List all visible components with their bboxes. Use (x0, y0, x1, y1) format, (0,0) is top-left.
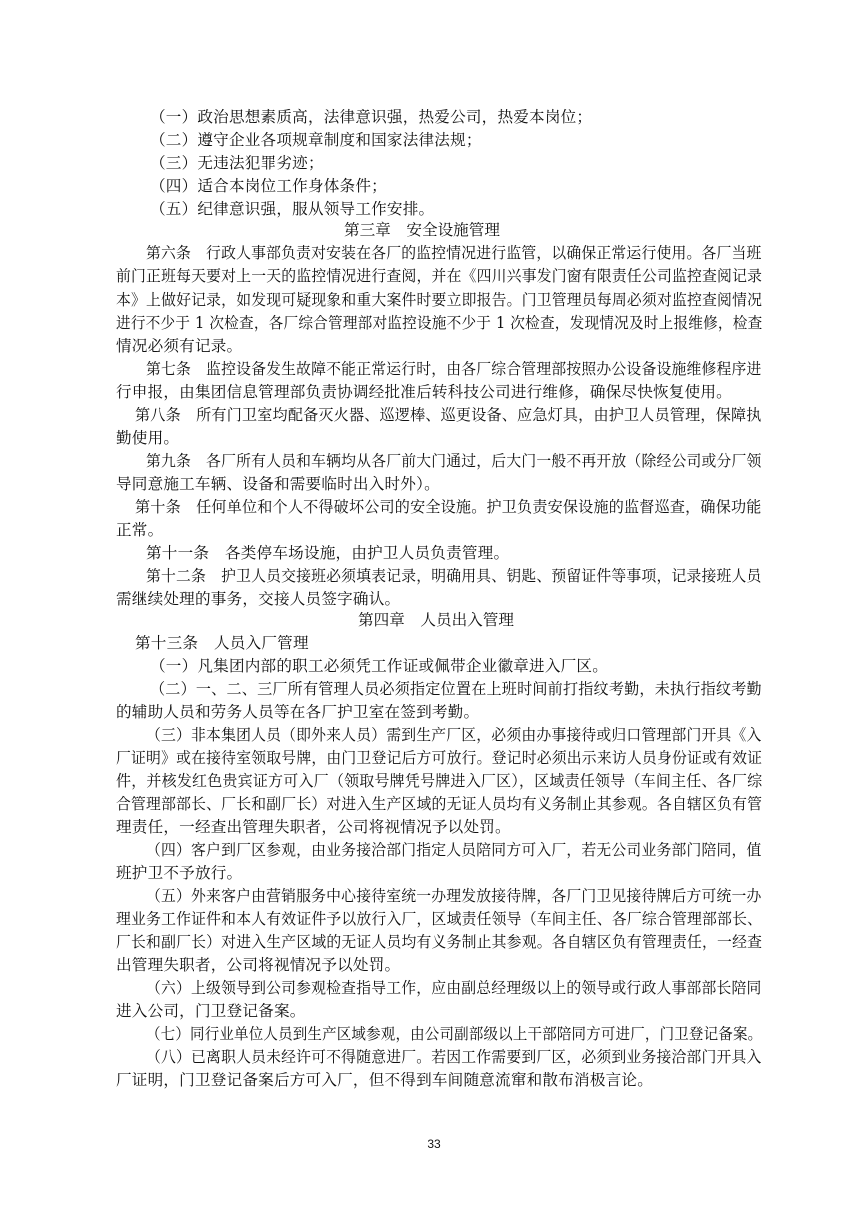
text-line: （五）纪律意识强，服从领导工作安排。 (150, 200, 435, 218)
text-line: 的辅助人员和劳务人员等在各厂护卫室在签到考勤。 (116, 703, 480, 721)
text-line: 需继续处理的事务，交接人员签字确认。 (116, 590, 401, 608)
text-line: 第六条 行政人事部负责对安装在各厂的监控情况进行监管，以确保正常运行使用。各厂当班 (146, 244, 762, 262)
text-line: 情况必须有记录。 (116, 337, 243, 355)
text-line: （五）外来客户由营销服务中心接待室统一办理发放接待牌，各厂门卫见接待牌后方可统一办 (146, 887, 762, 905)
chapter-heading: 第三章 安全设施管理 (344, 221, 500, 239)
page-number: 33 (427, 1137, 441, 1151)
text-line: 理业务工作证件和本人有效证件予以放行入厂，区域责任领导（车间主任、各厂综合管理部部长、 (116, 910, 763, 928)
text-line: 理责任，一经查出管理失职者，公司将视情况予以处罚。 (116, 818, 511, 836)
text-line: （七）同行业单位人员到生产区域参观，由公司副部级以上干部陪同方可进厂，门卫登记备案。 (146, 1025, 763, 1043)
text-line: （三）无违法犯罪劣迹； (150, 154, 324, 172)
text-line: （二）遵守企业各项规章制度和国家法律法规； (150, 131, 482, 149)
text-line: （二）一、二、三厂所有管理人员必须指定位置在上班时间前打指纹考勤，未执行指纹考勤 (150, 680, 762, 698)
text-line: 厂长和副厂长）对进入生产区域的无证人员均有义务制止其参观。各自辖区负有管理责任，一经查 (116, 933, 763, 951)
text-line: 前门正班每天要对上一天的监控情况进行查阅，并在《四川兴事发门窗有限责任公司监控查阅记录 (116, 267, 763, 285)
text-line: 出管理失职者，公司将视情况予以处罚。 (116, 956, 401, 974)
text-line: 第十三条 人员入厂管理 (135, 634, 309, 652)
text-line: 班护卫不予放行。 (116, 864, 243, 882)
chapter-heading: 第四章 人员出入管理 (358, 611, 514, 629)
text-line: 本》上做好记录，如发现可疑现象和重大案件时要立即报告。门卫管理员每周必须对监控查阅情况 (116, 291, 763, 309)
text-line: （一）政治思想素质高，法律意识强，热爱公司，热爱本岗位； (150, 108, 593, 126)
text-line: （六）上级领导到公司参观检查指导工作，应由副总经理级以上的领导或行政人事部部长陪同 (146, 979, 762, 997)
text-line: 进入公司，门卫登记备案。 (116, 1002, 306, 1020)
text-line: 第十一条 各类停车场设施，由护卫人员负责管理。 (146, 544, 510, 562)
text-line: 件，并核发红色贵宾证方可入厂（领取号牌凭号牌进入厂区），区域责任领导（车间主任、各厂综 (116, 772, 763, 790)
text-line: 合管理部部长、厂长和副厂长）对进入生产区域的无证人员均有义务制止其参观。各自辖区负有管 (116, 795, 763, 813)
text-line: 第十二条 护卫人员交接班必须填表记录，明确用具、钥匙、预留证件等事项，记录接班人员 (146, 567, 762, 585)
text-line: 勤使用。 (116, 429, 180, 447)
text-line: 正常。 (116, 521, 164, 539)
text-line: 第八条 所有门卫室均配备灭火器、巡逻棒、巡更设备、应急灯具，由护卫人员管理，保障执 (135, 406, 762, 424)
text-line: 导同意施工车辆、设备和需要临时出入时外）。 (116, 475, 440, 493)
text-line: （四）适合本岗位工作身体条件； (150, 177, 387, 195)
text-line: （一）凡集团内部的职工必须凭工作证或佩带企业徽章进入厂区。 (150, 657, 609, 675)
text-line: 第七条 监控设备发生故障不能正常运行时，由各厂综合管理部按照办公设备设施维修程序进 (146, 360, 762, 378)
text-line: 第十条 任何单位和个人不得破坏公司的安全设施。护卫负责安保设施的监督巡查，确保功能 (135, 498, 762, 516)
text-line: （三）非本集团人员（即外来人员）需到生产厂区，必须由办事接待或归口管理部门开具《入 (146, 726, 762, 744)
text-line: 厂证明，门卫登记备案后方可入厂，但不得到车间随意流窜和散布消极言论。 (116, 1071, 653, 1089)
text-line: 行申报，由集团信息管理部负责协调经批准后转科技公司进行维修，确保尽快恢复使用。 (116, 383, 732, 401)
text-line: （四）客户到厂区参观，由业务接洽部门指定人员陪同方可入厂，若无公司业务部门陪同，值 (146, 841, 762, 859)
text-line: 厂证明》或在接待室领取号牌，由门卫登记后方可放行。登记时必须出示来访人员身份证或有效证 (116, 749, 763, 767)
text-line: （八）已离职人员未经许可不得随意进厂。若因工作需要到厂区，必须到业务接洽部门开具入 (146, 1048, 762, 1066)
text-line: 第九条 各厂所有人员和车辆均从各厂前大门通过，后大门一般不再开放（除经公司或分厂领 (146, 452, 762, 470)
text-line: 进行不少于 1 次检查，各厂综合管理部对监控设施不少于 1 次检查，发现情况及时上报维修，检查 (116, 314, 763, 332)
